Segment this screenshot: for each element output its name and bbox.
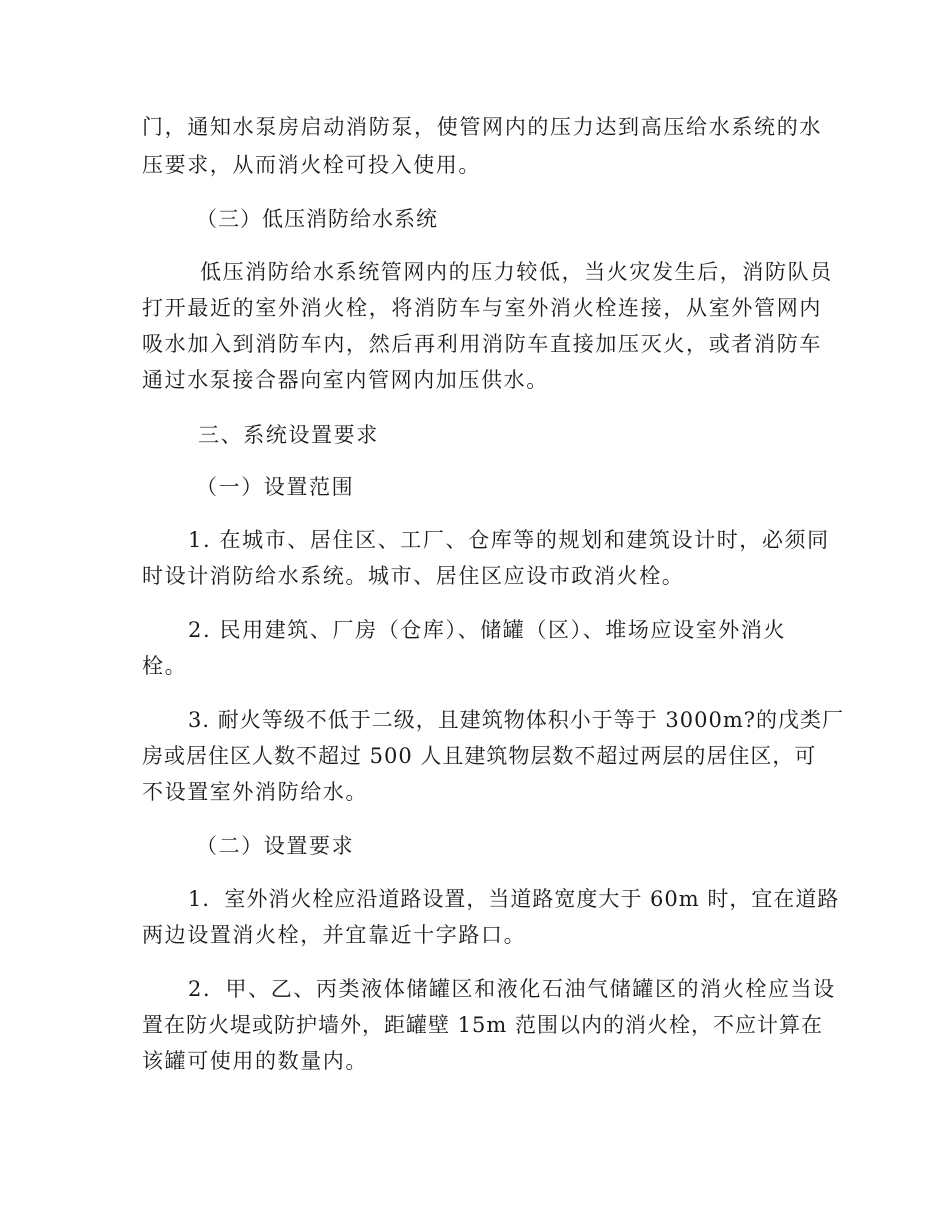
- paragraph-line: 2．甲、乙、丙类液体储罐区和液化石油气储罐区的消火栓应当设: [188, 977, 836, 1001]
- paragraph-line: 不设置室外消防给水。: [142, 780, 368, 804]
- paragraph-line: 两边设置消火栓，并宜靠近十字路口。: [142, 923, 527, 947]
- paragraph-line: 3. 耐火等级不低于二级，且建筑物体积小于等于 3000m?的戊类厂: [188, 708, 844, 732]
- paragraph-line: 门，通知水泵房启动消防泵，使管网内的压力达到高压给水系统的水: [142, 115, 822, 139]
- paragraph-line: 打开最近的室外消火栓，将消防车与室外消火栓连接，从室外管网内: [142, 296, 822, 320]
- paragraph-line: 栓。: [142, 654, 188, 678]
- paragraph-line: 1．室外消火栓应沿道路设置，当道路宽度大于 60m 时，宜在道路: [188, 887, 840, 911]
- paragraph-line: 1. 在城市、居住区、工厂、仓库等的规划和建筑设计时，必须同: [188, 528, 830, 552]
- paragraph-line: 该罐可使用的数量内。: [142, 1049, 368, 1073]
- paragraph-line: 低压消防给水系统管网内的压力较低，当火灾发生后，消防队员: [200, 260, 833, 284]
- section-heading: （三）低压消防给水系统: [196, 207, 438, 231]
- paragraph-line: 房或居住区人数不超过 500 人且建筑物层数不超过两层的居住区，可: [142, 744, 817, 768]
- paragraph-line: 置在防火堤或防护墙外，距罐壁 15m 范围以内的消火栓，不应计算在: [142, 1013, 823, 1037]
- section-heading: （二）设置要求: [196, 834, 355, 858]
- paragraph-line: 2. 民用建筑、厂房（仓库）、储罐（区）、堆场应设室外消火: [188, 618, 787, 642]
- section-heading: （一）设置范围: [196, 475, 355, 499]
- section-heading: 三、系统设置要求: [198, 423, 379, 447]
- paragraph-line: 时设计消防给水系统。城市、居住区应设市政消火栓。: [142, 564, 685, 588]
- paragraph-line: 压要求，从而消火栓可投入使用。: [142, 153, 481, 177]
- paragraph-line: 吸水加入到消防车内，然后再利用消防车直接加压灭火，或者消防车: [142, 332, 822, 356]
- paragraph-line: 通过水泵接合器向室内管网内加压供水。: [142, 368, 549, 392]
